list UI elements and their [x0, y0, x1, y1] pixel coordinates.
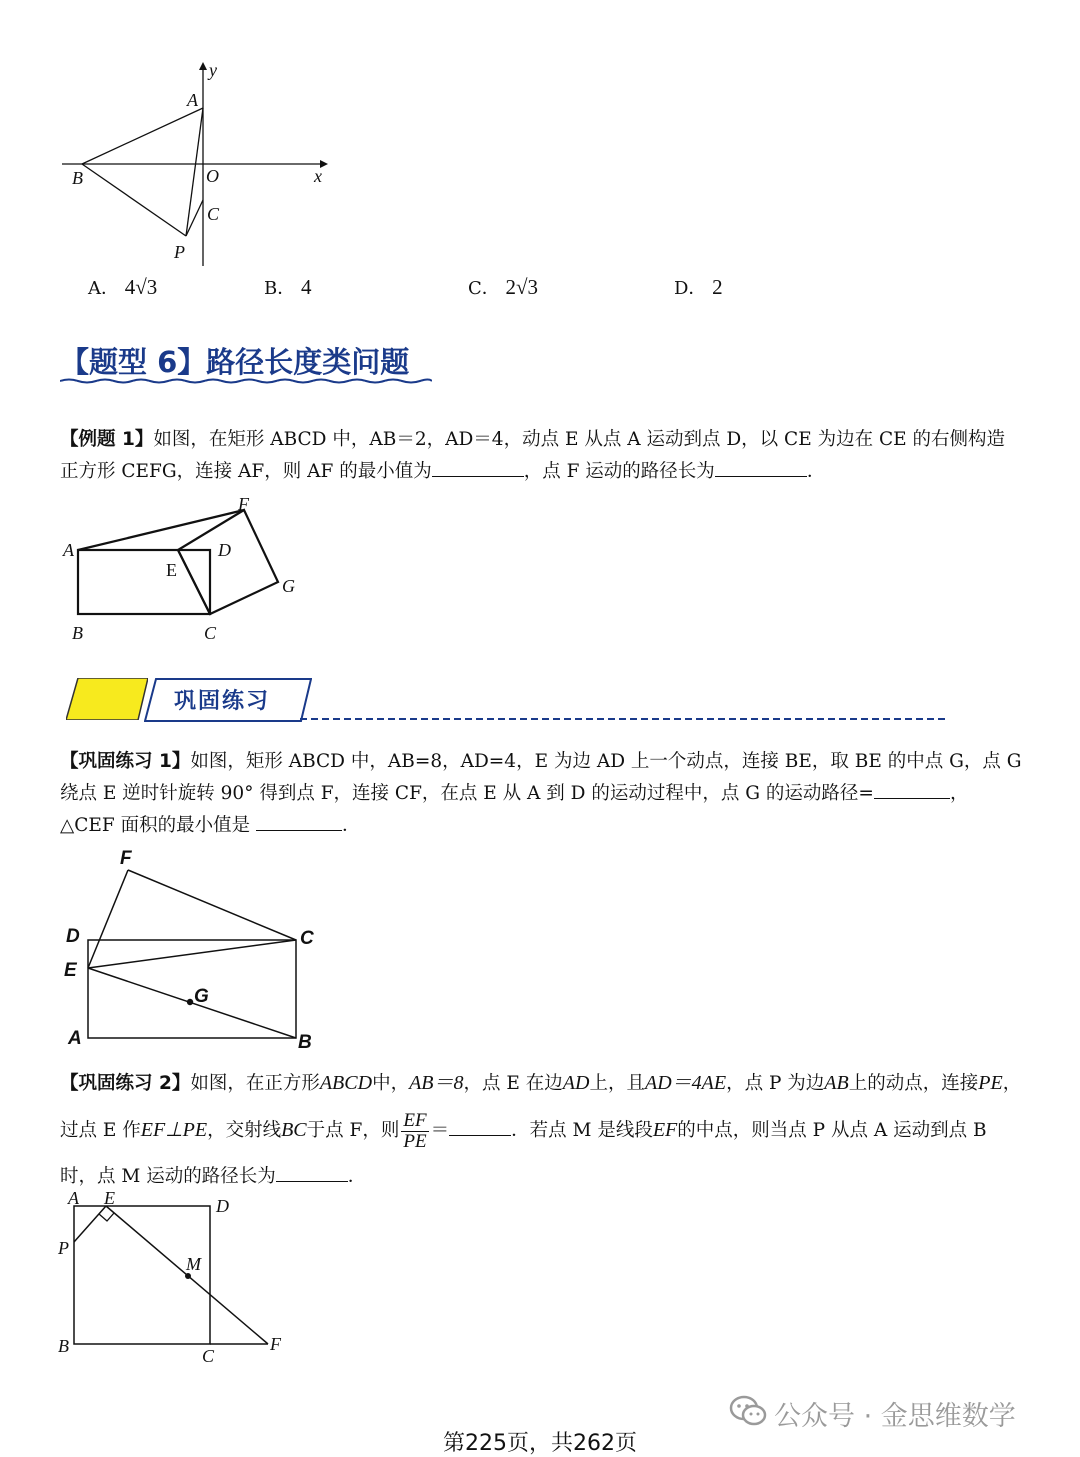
- footer-page-number: 第225页，共262页: [443, 1431, 637, 1456]
- practice2-t1: 如图，在正方形: [190, 1073, 320, 1094]
- p2-label-F: F: [270, 1334, 281, 1354]
- p1-label-B: B: [298, 1032, 312, 1053]
- practice2-t10: ＝: [430, 1120, 450, 1141]
- practice2-blank1[interactable]: [449, 1117, 511, 1136]
- option-d-value: 2: [712, 275, 723, 299]
- fraction-denominator: PE: [403, 1130, 427, 1152]
- practice1-text1: 如图，矩形 ABCD 中，AB=8，AD=4，E 为边 AD 上一个动点，连接 BE，取 BE 的中点 G，点 G 绕点 E 逆时针旋转 90° 得到点 F，连接 CF，在点 E 从 A 到 D 的运动过程中，点 G 的运动路径=: [60, 751, 1022, 804]
- practice2-math-ab8: AB＝8: [409, 1072, 464, 1094]
- section-title: 【题型 6】路径长度类问题: [60, 345, 410, 379]
- option-a-label: A．: [88, 278, 119, 299]
- p2-label-M: M: [186, 1254, 201, 1274]
- practice2-t7: ，过点 E 作: [60, 1073, 1022, 1141]
- p2-label-C: C: [202, 1346, 215, 1366]
- answer-options: [88, 274, 808, 304]
- p2-label-A: A: [68, 1188, 79, 1208]
- p2-label-D: D: [216, 1196, 229, 1216]
- practice2-math-pe: PE: [978, 1072, 1003, 1094]
- option-d-label: D．: [674, 278, 707, 299]
- label-B: B: [72, 168, 83, 188]
- option-a[interactable]: [88, 274, 157, 300]
- practice2-math-abcd: ABCD: [319, 1072, 373, 1094]
- ex1-label-F: F: [238, 494, 249, 514]
- practice1-text3: ．: [342, 815, 361, 836]
- section-title-underline: [60, 378, 432, 384]
- fraction-numerator: EF: [403, 1109, 427, 1131]
- practice1-figure: [60, 846, 330, 1053]
- ex1-label-E: E: [166, 560, 177, 580]
- ex1-label-A: A: [63, 540, 74, 560]
- p1-label-C: C: [300, 928, 314, 949]
- practice1-tag: 【巩固练习 1】: [60, 751, 191, 772]
- example1-text2: ，点 F 运动的路径长为: [523, 461, 715, 482]
- practice2-figure: [56, 1186, 296, 1366]
- practice2-t12: 的中点，则当点 P 从点 A 运动到点 B 时，点 M 运动的路径长为: [60, 1120, 987, 1187]
- label-y: y: [209, 60, 217, 80]
- practice2-math-ad: AD: [562, 1072, 590, 1094]
- practice1-text2: ，△CEF 面积的最小值是: [60, 783, 969, 836]
- option-b[interactable]: [264, 274, 311, 300]
- option-d[interactable]: [674, 274, 723, 300]
- practice2-math-ef: EF: [652, 1119, 678, 1141]
- p2-label-E: E: [104, 1188, 115, 1208]
- practice2-text: [60, 1060, 1022, 1200]
- p1-label-F: F: [120, 848, 132, 869]
- practice1-blank1[interactable]: [874, 780, 950, 799]
- banner-dashed-line: [300, 716, 946, 722]
- p1-label-D: D: [66, 926, 80, 947]
- p1-label-A: A: [68, 1028, 82, 1049]
- option-c-value: 2√3: [505, 275, 539, 299]
- wechat-icon: [728, 1394, 768, 1428]
- label-P: P: [174, 242, 185, 262]
- option-c[interactable]: [468, 274, 538, 300]
- p1-label-E: E: [64, 960, 77, 981]
- practice2-t4: 上，且: [589, 1073, 645, 1094]
- banner-title: 巩固练习: [174, 689, 271, 714]
- p2-label-B: B: [58, 1336, 69, 1356]
- practice2-t13: ．: [347, 1166, 367, 1187]
- practice2-math-ef-perp-pe: EF⊥PE: [140, 1119, 208, 1141]
- coordinate-figure: [58, 56, 338, 270]
- footer-brand: 公众号 · 金思维数学: [774, 1401, 1016, 1432]
- label-A: A: [187, 90, 198, 110]
- practice2-t2: 中，: [372, 1073, 410, 1094]
- example1-text3: ．: [806, 461, 826, 482]
- practice2-fraction: [401, 1111, 428, 1152]
- practice1-blank2[interactable]: [256, 812, 342, 831]
- option-a-value: 4√3: [124, 275, 158, 299]
- practice2-math-ad4ae: AD＝4AE: [644, 1072, 727, 1094]
- practice2-t6: 上的动点，连接: [848, 1073, 979, 1094]
- practice2-math-bc: BC: [281, 1119, 307, 1141]
- example1-text1: 如图，在矩形 ABCD 中，AB＝2，AD＝4，动点 E 从点 A 运动到点 D，以 CE 为边在 CE 的右侧构造正方形 CEFG，连接 AF，则 AF 的最小值为: [60, 429, 1006, 482]
- practice2-t8: ，交射线: [207, 1120, 282, 1141]
- practice2-t3: ，点 E 在边: [463, 1073, 563, 1094]
- practice2-blank2[interactable]: [276, 1163, 348, 1182]
- option-b-label: B．: [264, 278, 296, 299]
- example1-text: [60, 424, 1022, 488]
- p1-label-G: G: [194, 986, 209, 1007]
- option-b-value: 4: [300, 275, 312, 299]
- label-C: C: [207, 204, 220, 224]
- practice2-t5: ，点 P 为边: [726, 1073, 825, 1094]
- ex1-label-G: G: [282, 576, 295, 596]
- p2-label-P: P: [58, 1238, 69, 1258]
- example1-figure: [58, 494, 308, 644]
- practice2-t11: ．若点 M 是线段: [511, 1120, 653, 1141]
- practice2-t9: 于点 F，则: [306, 1120, 400, 1141]
- ex1-label-B: B: [72, 623, 83, 643]
- example1-tag: 【例题 1】: [60, 429, 154, 450]
- label-x: x: [314, 166, 322, 186]
- ex1-label-C: C: [204, 623, 217, 643]
- label-O: O: [206, 166, 219, 186]
- example1-blank1[interactable]: [432, 458, 524, 477]
- practice2-tag: 【巩固练习 2】: [60, 1073, 191, 1094]
- practice2-math-ab: AB: [824, 1072, 849, 1094]
- practice1-text: [60, 746, 1022, 842]
- option-c-label: C．: [468, 278, 500, 299]
- ex1-label-D: D: [218, 540, 231, 560]
- banner-yellow-tab: [66, 678, 148, 720]
- example1-blank2[interactable]: [715, 458, 807, 477]
